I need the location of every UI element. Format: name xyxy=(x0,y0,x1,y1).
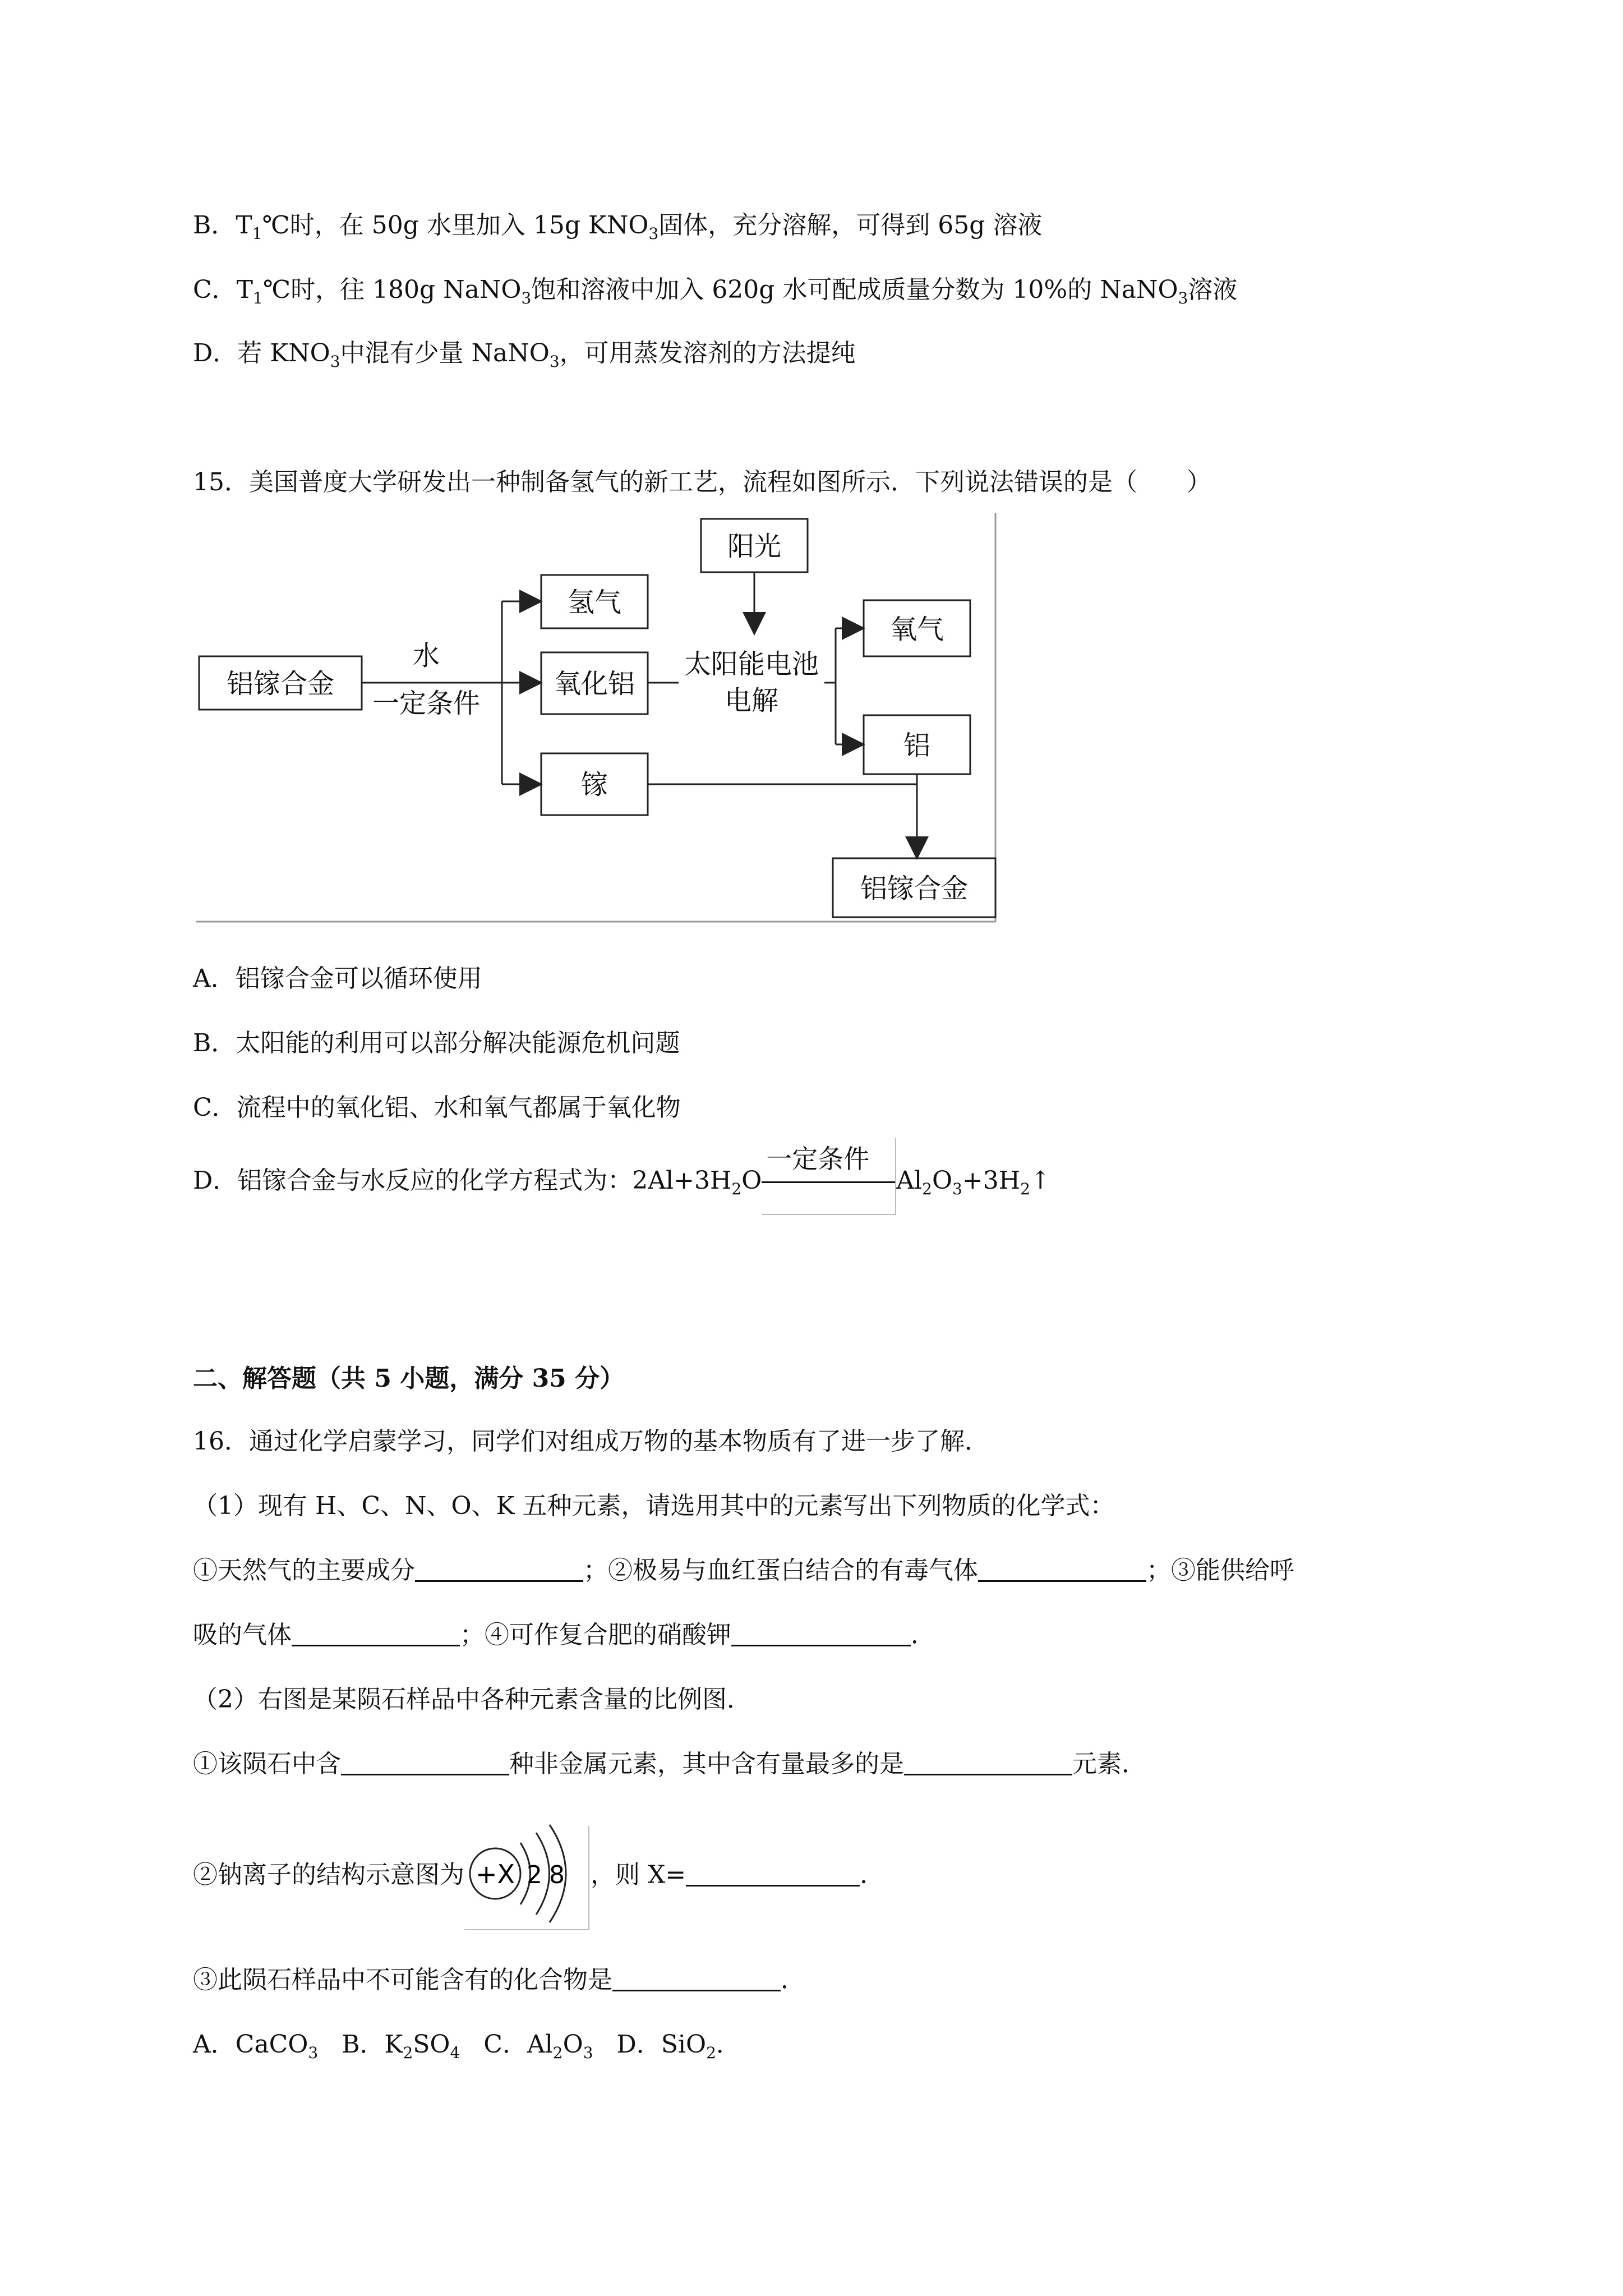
label-oxygen: 氧气 xyxy=(889,614,944,645)
answer-blank-2[interactable] xyxy=(978,1558,1146,1582)
label-hydrogen: 氢气 xyxy=(567,587,622,618)
answer-blank-8[interactable] xyxy=(612,1967,781,1991)
q16-stem: 16．通过化学启蒙学习，同学们对组成万物的基本物质有了进一步了解． xyxy=(193,1427,989,1456)
q15-option-d: D．铝镓合金与水反应的化学方程式为：$2Al+3H_2O$ 一定条件 $Al_2O_3+3H_2↑$ xyxy=(193,1164,1051,1199)
label-aluminum: 铝 xyxy=(903,730,931,761)
q16-choices xyxy=(193,2028,741,2062)
q16-part1-line2: 吸的气体 ；④可作复合肥的硝酸钾 ． xyxy=(193,1621,935,1649)
q15-option-a: A．铝镓合金可以循环使用 xyxy=(193,964,482,993)
q15-option-b: B．太阳能的利用可以部分解决能源危机问题 xyxy=(193,1029,680,1057)
label-water: 水 xyxy=(412,640,440,671)
q16-part2-line3: ③此陨石样品中不可能含有的化合物是 ． xyxy=(193,1966,805,1994)
answer-blank-7[interactable] xyxy=(686,1862,860,1887)
q15-flow-diagram xyxy=(191,508,1004,931)
q16-ion-line: ②钠离子的结构示意图为 +X 2 8 ，则 X= ． xyxy=(193,1848,884,1904)
answer-blank-5[interactable] xyxy=(341,1751,509,1775)
q14-option-c: C．$T_1℃$时，往 180g NaNO$_3$饱和溶液中加入 620g 水可配成质量分数为 10%的 NaNO$_3$溶液 xyxy=(193,275,1238,307)
label-alloy-out: 铝镓合金 xyxy=(860,873,969,904)
q15-stem: 15．美国普度大学研发出一种制备氢气的新工艺，流程如图所示．下列说法错误的是（ ） xyxy=(193,468,1211,496)
label-condition: 一定条件 xyxy=(372,688,481,719)
label-solar-cell: 太阳能电池 xyxy=(684,648,819,680)
choice-b: B．$K_2SO_4$ xyxy=(342,2030,460,2062)
sodium-ion-structure xyxy=(464,1848,591,1904)
label-alumina: 氧化铝 xyxy=(554,668,635,700)
answer-blank-3[interactable] xyxy=(292,1622,460,1646)
q16-part1-intro: （1）现有 H、C、N、O、K 五种元素，请选用其中的元素写出下列物质的化学式： xyxy=(193,1492,1115,1520)
choice-a: A．CaCO$_3$ xyxy=(193,2030,319,2062)
answer-blank-6[interactable] xyxy=(904,1751,1072,1775)
label-electrolysis: 电解 xyxy=(724,685,779,716)
q14-option-b: B．$T_1℃$时，在 50g 水里加入 15g $KNO_3$固体，充分溶解，可得到 65g 溶液 xyxy=(193,211,1043,243)
section-heading: 二、解答题（共 5 小题，满分 35 分） xyxy=(193,1364,625,1393)
nucleus-label: +X xyxy=(475,1859,515,1889)
q15-option-c: C．流程中的氧化铝、水和氧气都属于氧化物 xyxy=(193,1093,681,1122)
q16-part2-line1: ①该陨石中含 种非金属元素，其中含有量最多的是 元素． xyxy=(193,1750,1146,1778)
reaction-condition-box xyxy=(762,1143,896,1199)
q16-part2-intro: （2）右图是某陨石样品中各种元素含量的比例图． xyxy=(193,1685,751,1714)
label-sunlight: 阳光 xyxy=(727,531,782,562)
choice-d: D．SiO$_2$． xyxy=(616,2030,741,2062)
label-gallium: 镓 xyxy=(580,769,608,800)
answer-blank-4[interactable] xyxy=(731,1622,911,1646)
shell-electrons-1: 2 xyxy=(527,1861,542,1889)
choice-c: C．$Al_2O_3$ xyxy=(483,2030,593,2062)
q16-part1-line1: ①天然气的主要成分 ；②极易与血红蛋白结合的有毒气体 ；③能供给呼 xyxy=(193,1556,1294,1585)
answer-blank-1[interactable] xyxy=(415,1558,583,1582)
shell-electrons-2: 8 xyxy=(549,1861,565,1889)
label-alloy-in: 铝镓合金 xyxy=(226,668,335,700)
reaction-condition: 一定条件 xyxy=(766,1143,870,1174)
q14-option-d: D．若 $KNO_3$中混有少量 NaNO$_3$，可用蒸发溶剂的方法提纯 xyxy=(193,339,856,371)
